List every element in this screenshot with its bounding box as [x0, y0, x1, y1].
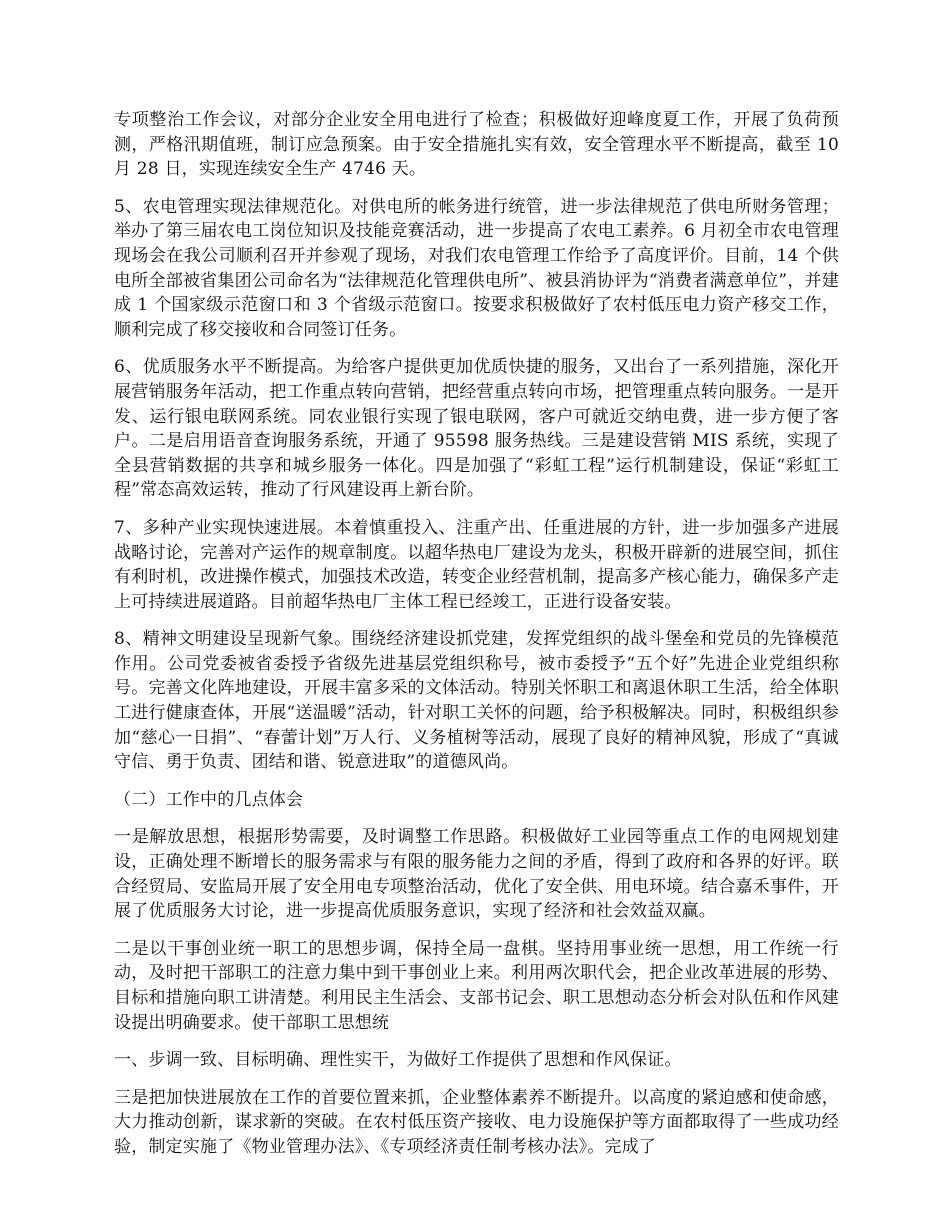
paragraph-rural-power-management: 5、农电管理实现法律规范化。对供电所的帐务进行统管，进一步法律规范了供电所财务管理；举办了第三届农电工岗位知识及技能竞赛活动，进一步提高了农电工素养。6 月初全市农电管理现场会在我公司顺利召开并参观了现场，对我们农电管理工作给予了高度评价。目前，14 个供电所全部被省集团公司命名为“法律规范化管理供电所”、被县消协评为“消费者满意单位”，并建成 1 个国家级示范窗口和 3 个省级示范窗口。按要求积极做好了农村低压电力资产移交工作，顺利完成了移交接收和合同签订任务。: [114, 196, 839, 340]
section-heading-work-experience: （二）工作中的几点体会: [114, 789, 304, 810]
paragraph-emancipate-mind: 一是解放思想，根据形势需要，及时调整工作思路。积极做好工业园等重点工作的电网规划建设，正确处理不断增长的服务需求与有限的服务能力之间的矛盾，得到了政府和各界的好评。联合经贸局、安监局开展了安全用电专项整治活动，优化了安全供、用电环境。结合嘉禾事件，开展了优质服务大讨论，进一步提高优质服务意识，实现了经济和社会效益双赢。: [114, 827, 839, 922]
paragraph-unified-steps: 一、步调一致、目标明确、理性实干，为做好工作提供了思想和作风保证。: [114, 1050, 682, 1071]
paragraph-spiritual-civilization: 8、精神文明建设呈现新气象。围绕经济建设抓党建，发挥党组织的战斗堡垒和党员的先锋模范作用。公司党委被省委授予省级先进基层党组织称号，被市委授予“五个好”先进企业党组织称号。完善文化阵地建设，开展丰富多采的文体活动。特别关怀职工和离退休职工生活，给全体职工进行健康查体，开展“送温暖”活动，针对职工关怀的问题，给予积极解决。同时，积极组织参加“慈心一日捐”、“春蕾计划”万人行、义务植树等活动，展现了良好的精神风貌，形成了“真诚守信、勇于负责、团结和谐、锐意进取”的道德风尚。: [114, 629, 839, 773]
paragraph-safety-summary: 专项整治工作会议，对部分企业安全用电进行了检查；积极做好迎峰度夏工作，开展了负荷预测，严格汛期值班，制订应急预案。由于安全措施扎实有效，安全管理水平不断提高，截至 10 月 28 日，实现连续安全生产 4746 天。: [114, 110, 839, 180]
paragraph-unify-thinking: 二是以干事创业统一职工的思想步调，保持全局一盘棋。坚持用事业统一思想，用工作统一行动，及时把干部职工的注意力集中到干事创业上来。利用两次职代会，把企业改革进展的形势、目标和措施向职工讲清楚。利用民主生活会、支部书记会、职工思想动态分析会对队伍和作风建设提出明确要求。使干部职工思想统: [114, 938, 839, 1033]
paragraph-quality-service: 6、优质服务水平不断提高。为给客户提供更加优质快捷的服务，又出台了一系列措施，深化开展营销服务年活动，把工作重点转向营销，把经营重点转向市场，把管理重点转向服务。一是开发、运行银电联网系统。同农业银行实现了银电联网，客户可就近交纳电费，进一步方便了客户。二是启用语音查询服务系统，开通了 95598 服务热线。三是建设营销 MIS 系统，实现了全县营销数据的共享和城乡服务一体化。四是加强了“彩虹工程”运行机制建设，保证“彩虹工程”常态高效运转，推动了行风建设再上新台阶。: [114, 357, 839, 501]
paragraph-accelerate-development: 三是把加快进展放在工作的首要位置来抓，企业整体素养不断提升。以高度的紧迫感和使命感，大力推动创新，谋求新的突破。在农村低压资产接收、电力设施保护等方面都取得了一些成功经验，制定实施了《物业管理办法》、《专项经济责任制考核办法》。完成了: [114, 1087, 839, 1157]
paragraph-diversified-industry: 7、多种产业实现快速进展。本着慎重投入、注重产出、任重进展的方针，进一步加强多产进展战略讨论，完善对产运作的规章制度。以超华热电厂建设为龙头，积极开辟新的进展空间，抓住有利时机，改进操作模式，加强技术改造，转变企业经营机制，提高多产核心能力，确保多产走上可持续进展道路。目前超华热电厂主体工程已经竣工，正进行设备安装。: [114, 517, 839, 612]
document-body: [114, 108, 839, 1173]
